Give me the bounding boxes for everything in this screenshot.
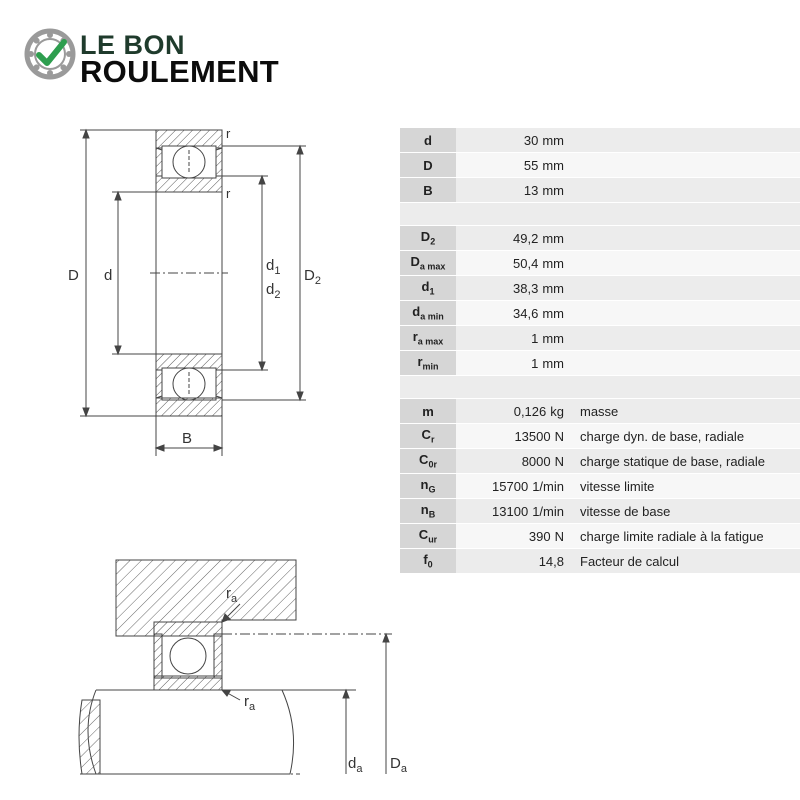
spec-description: masse — [570, 399, 800, 424]
spec-value-number: 8000 — [521, 453, 551, 469]
spec-value — [456, 128, 570, 153]
spec-value — [456, 474, 570, 499]
label-d: d — [104, 267, 113, 284]
spec-row — [400, 524, 800, 549]
label-r-mid: r — [226, 186, 231, 201]
label-d1 — [266, 257, 280, 277]
spec-row — [400, 276, 800, 301]
spec-group-dimensions — [400, 128, 800, 203]
spec-value — [456, 226, 570, 251]
spec-symbol-main: C — [418, 527, 429, 543]
spec-description: Facteur de calcul — [570, 549, 800, 574]
spec-value-unit: mm — [542, 157, 564, 173]
spec-value — [456, 549, 570, 574]
spec-symbol — [400, 251, 456, 276]
spec-table — [400, 128, 800, 574]
spec-description: charge statique de base, radiale — [570, 449, 800, 474]
spec-symbol-sub: r — [430, 434, 435, 445]
spec-value-unit: mm — [542, 255, 564, 271]
spec-value-unit: 1/min — [532, 503, 564, 519]
spec-symbol — [400, 424, 456, 449]
spec-symbol-sub: min — [422, 361, 439, 372]
spec-value — [456, 301, 570, 326]
spec-symbol-main: f — [423, 552, 428, 568]
spec-symbol-sub: 1 — [429, 286, 435, 297]
label-ra-bottom-main: r — [244, 693, 249, 710]
spec-symbol — [400, 178, 456, 203]
label-Da-main: D — [390, 755, 401, 772]
spec-description: charge dyn. de base, radiale — [570, 424, 800, 449]
spec-symbol-main: d — [424, 132, 432, 148]
label-ra-bottom-sub: a — [249, 701, 256, 713]
spec-symbol-sub: G — [428, 484, 436, 495]
spec-symbol — [400, 153, 456, 178]
spec-value-number: 50,4 — [513, 255, 539, 271]
spec-row — [400, 178, 800, 203]
spec-value — [456, 178, 570, 203]
spec-value — [456, 326, 570, 351]
logo-line1: LE BON — [80, 30, 186, 60]
spec-description: vitesse limite — [570, 474, 800, 499]
label-d1-sub: 1 — [274, 265, 281, 277]
spec-value-number: 0,126 — [513, 403, 547, 419]
spec-value-unit: kg — [550, 403, 564, 419]
spec-value — [456, 276, 570, 301]
spec-description — [570, 301, 800, 326]
spec-value-unit: N — [554, 453, 564, 469]
spec-value-number: 49,2 — [513, 230, 539, 246]
spec-symbol — [400, 399, 456, 424]
spec-description — [570, 276, 800, 301]
label-r-top: r — [226, 126, 231, 141]
spec-description: vitesse de base — [570, 499, 800, 524]
label-ra-top-main: r — [226, 585, 231, 602]
label-d2-sub: 2 — [274, 289, 281, 301]
spec-symbol — [400, 499, 456, 524]
label-ra-bottom — [244, 693, 256, 713]
label-D2 — [304, 267, 321, 287]
logo-line2: ROULEMENT — [80, 54, 280, 89]
spec-value-unit: N — [554, 428, 564, 444]
spec-symbol-main: d — [412, 304, 421, 320]
label-D2-sub: 2 — [314, 275, 321, 287]
spec-separator — [400, 376, 800, 399]
spec-symbol — [400, 474, 456, 499]
spec-row — [400, 351, 800, 376]
spec-symbol-sub: 0 — [427, 559, 433, 570]
spec-row — [400, 499, 800, 524]
spec-value — [456, 399, 570, 424]
label-d2-main: d — [266, 281, 275, 298]
spec-row — [400, 301, 800, 326]
spec-row — [400, 226, 800, 251]
spec-value-unit: mm — [542, 330, 564, 346]
spec-value-number: 14,8 — [538, 553, 564, 569]
spec-symbol — [400, 276, 456, 301]
spec-value-unit: mm — [542, 305, 564, 321]
spec-symbol — [400, 326, 456, 351]
spec-value-number: 34,6 — [513, 305, 539, 321]
spec-value-unit: mm — [542, 182, 564, 198]
label-B: B — [182, 430, 193, 447]
spec-symbol — [400, 549, 456, 574]
spec-row — [400, 424, 800, 449]
spec-value-number: 390 — [528, 528, 551, 544]
label-Da — [390, 755, 408, 775]
spec-separator — [400, 203, 800, 226]
spec-symbol — [400, 301, 456, 326]
spec-value-unit: mm — [542, 280, 564, 296]
spec-group-abutment — [400, 226, 800, 376]
spec-symbol-main: C — [421, 427, 431, 443]
spec-symbol-sub: 0r — [428, 459, 437, 470]
spec-description — [570, 153, 800, 178]
spec-symbol — [400, 226, 456, 251]
spec-value — [456, 424, 570, 449]
label-d2 — [266, 281, 280, 301]
spec-row — [400, 326, 800, 351]
spec-row — [400, 474, 800, 499]
spec-row — [400, 128, 800, 153]
spec-symbol-main: D — [423, 157, 433, 173]
spec-value — [456, 251, 570, 276]
label-d1-main: d — [266, 257, 275, 274]
spec-description — [570, 351, 800, 376]
spec-description — [570, 178, 800, 203]
spec-description: charge limite radiale à la fatigue — [570, 524, 800, 549]
spec-value-unit: 1/min — [532, 478, 564, 494]
spec-symbol — [400, 524, 456, 549]
spec-symbol-sub: ur — [428, 534, 438, 545]
spec-symbol-main: D — [420, 229, 431, 245]
spec-row — [400, 449, 800, 474]
spec-value-number: 13100 — [492, 503, 529, 519]
spec-group-performance — [400, 399, 800, 574]
spec-symbol — [400, 449, 456, 474]
spec-description — [570, 251, 800, 276]
label-Da-sub: a — [400, 763, 407, 775]
spec-symbol-main: r — [412, 329, 418, 345]
spec-value — [456, 499, 570, 524]
spec-row — [400, 251, 800, 276]
label-D2-main: D — [304, 267, 315, 284]
spec-symbol-main: B — [423, 182, 433, 198]
spec-symbol-main: m — [422, 403, 434, 419]
spec-value-number: 1 — [531, 330, 539, 346]
spec-symbol-main: d — [421, 279, 430, 295]
spec-value-number: 55 — [523, 157, 539, 173]
spec-row — [400, 399, 800, 424]
spec-value-unit: mm — [542, 132, 564, 148]
spec-description — [570, 128, 800, 153]
spec-value-number: 1 — [531, 355, 539, 371]
spec-value-unit: N — [554, 528, 564, 544]
spec-symbol — [400, 351, 456, 376]
spec-value-number: 13500 — [514, 428, 551, 444]
spec-value — [456, 153, 570, 178]
spec-row — [400, 153, 800, 178]
spec-symbol-sub: 2 — [430, 236, 436, 247]
spec-symbol-main: D — [410, 254, 420, 270]
spec-symbol-main: r — [417, 354, 423, 370]
spec-symbol-main: n — [420, 477, 429, 493]
spec-value-unit: mm — [542, 355, 564, 371]
label-D: D — [68, 267, 79, 284]
label-da — [348, 755, 363, 775]
spec-symbol-sub: a min — [420, 311, 444, 322]
spec-description — [570, 326, 800, 351]
spec-symbol-main: C — [419, 452, 429, 468]
spec-symbol-sub: a max — [417, 336, 444, 347]
label-da-main: d — [348, 755, 357, 772]
spec-value-number: 38,3 — [513, 280, 539, 296]
spec-value — [456, 524, 570, 549]
spec-description — [570, 226, 800, 251]
spec-value-unit: mm — [542, 230, 564, 246]
spec-value-number: 30 — [523, 132, 539, 148]
label-da-sub: a — [356, 763, 363, 775]
spec-value-number: 15700 — [492, 478, 529, 494]
spec-symbol-sub: B — [428, 509, 436, 520]
spec-symbol-sub: a max — [419, 261, 446, 272]
spec-symbol — [400, 128, 456, 153]
spec-value-number: 13 — [523, 182, 539, 198]
spec-symbol-main: n — [420, 502, 429, 518]
spec-row — [400, 549, 800, 574]
spec-value — [456, 449, 570, 474]
spec-value — [456, 351, 570, 376]
label-ra-top-sub: a — [231, 593, 238, 605]
